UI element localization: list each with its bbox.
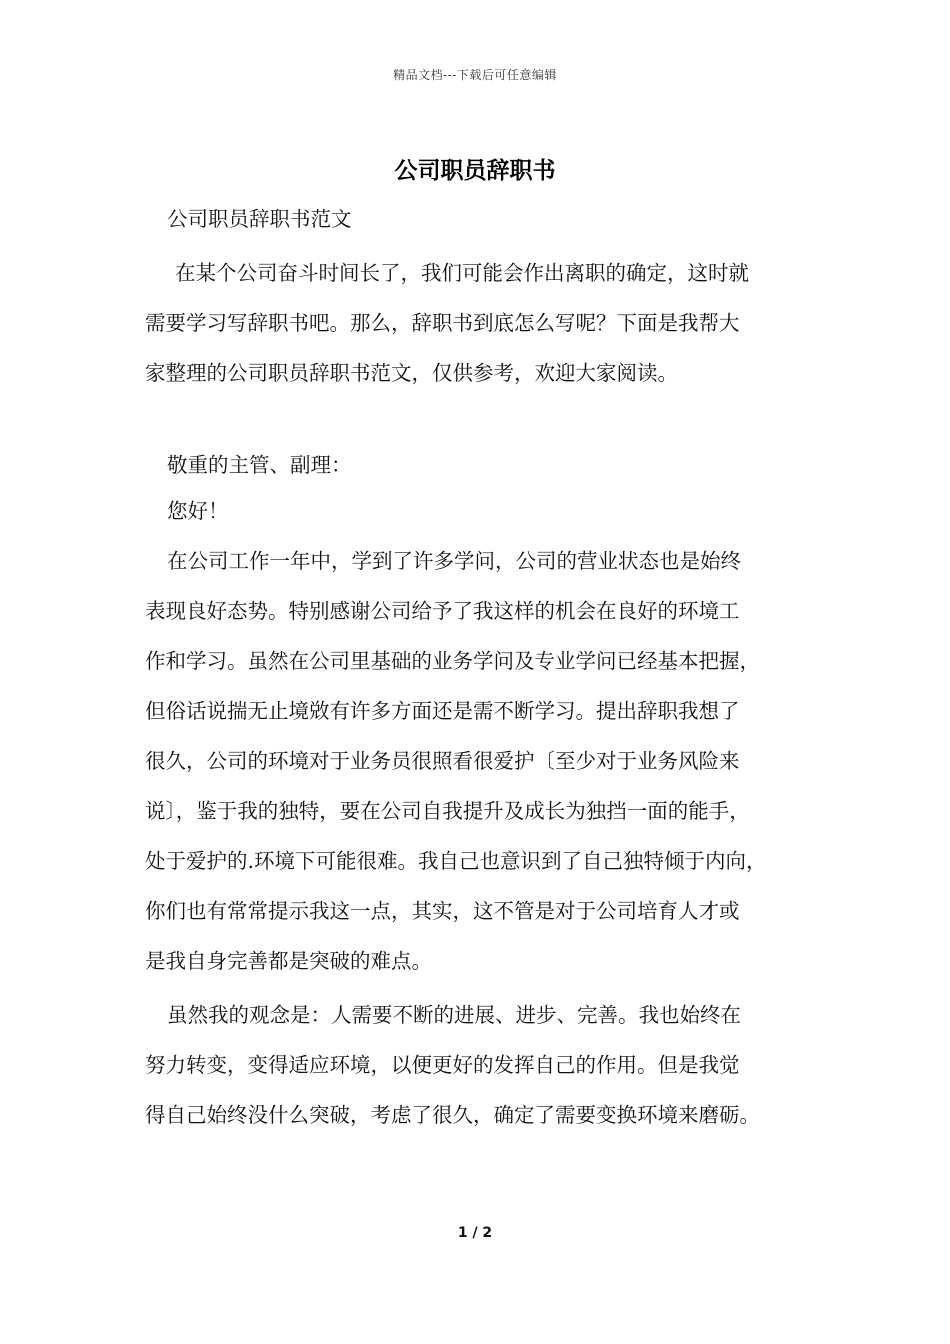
document-body [145, 198, 825, 1140]
body-paragraph-1 [145, 536, 825, 986]
greeting: 您好！ [167, 499, 229, 523]
paragraph-line: 但俗话说揣无止境敚有许多方面还是需不断学习。提出辞职我想了 [145, 699, 740, 723]
paragraph-line: 作和学习。虽然在公司里基础的业务学问及专业学问已经基本把握， [145, 649, 760, 673]
salutation: 敬重的主管、副理： [167, 453, 352, 477]
paragraph-line: 得自己始终没什么突破，考虑了很久，确定了需要变换环境来磨砺。 [145, 1103, 760, 1127]
intro-line: 家整理的公司职员辞职书范文，仅供参考，欢迎大家阅读。 [145, 361, 678, 385]
paragraph-line: 虽然我的观念是：人需要不断的进展、进步、完善。我也始终在 [167, 1003, 741, 1027]
paragraph-line: 很久，公司的环境对于业务员很照看很爱护〔至少对于业务风险来 [145, 749, 740, 773]
spacer [145, 398, 825, 444]
intro-line: 需要学习写辞职书吧。那么，辞职书到底怎么写呢？下面是我帮大 [145, 311, 740, 335]
intro-line: 在某个公司奋斗时间长了，我们可能会作出离职的确定，这时就 [175, 261, 749, 285]
paragraph-line: 你们也有常常提示我这一点，其实，这不管是对于公司培育人才或 [145, 899, 740, 923]
document-subtitle: 公司职员辞职书范文 [167, 207, 352, 231]
paragraph-line: 在公司工作一年中，学到了许多学问，公司的营业状态也是始终 [167, 549, 741, 573]
intro-paragraph [145, 248, 825, 398]
document-title: 公司职员辞职书 [394, 157, 556, 184]
paragraph-line: 说〕，鉴于我的独特，要在公司自我提升及成长为独挡一面的能手， [145, 799, 750, 823]
body-paragraph-2 [145, 990, 825, 1140]
paragraph-line: 努力转变，变得适应环境，以便更好的发挥自己的作用。但是我觉 [145, 1053, 740, 1077]
page-number: 1 / 2 [457, 1225, 493, 1241]
header-note: 精品文档---下载后可任意编辑 [393, 68, 557, 82]
paragraph-line: 表现良好态势。特别感谢公司给予了我这样的机会在良好的环境工 [145, 599, 740, 623]
paragraph-line: 是我自身完善都是突破的难点。 [145, 949, 432, 973]
paragraph-line: 处于爱护的.环境下可能很难。我自己也意识到了自己独特倾于内向， [145, 849, 767, 873]
